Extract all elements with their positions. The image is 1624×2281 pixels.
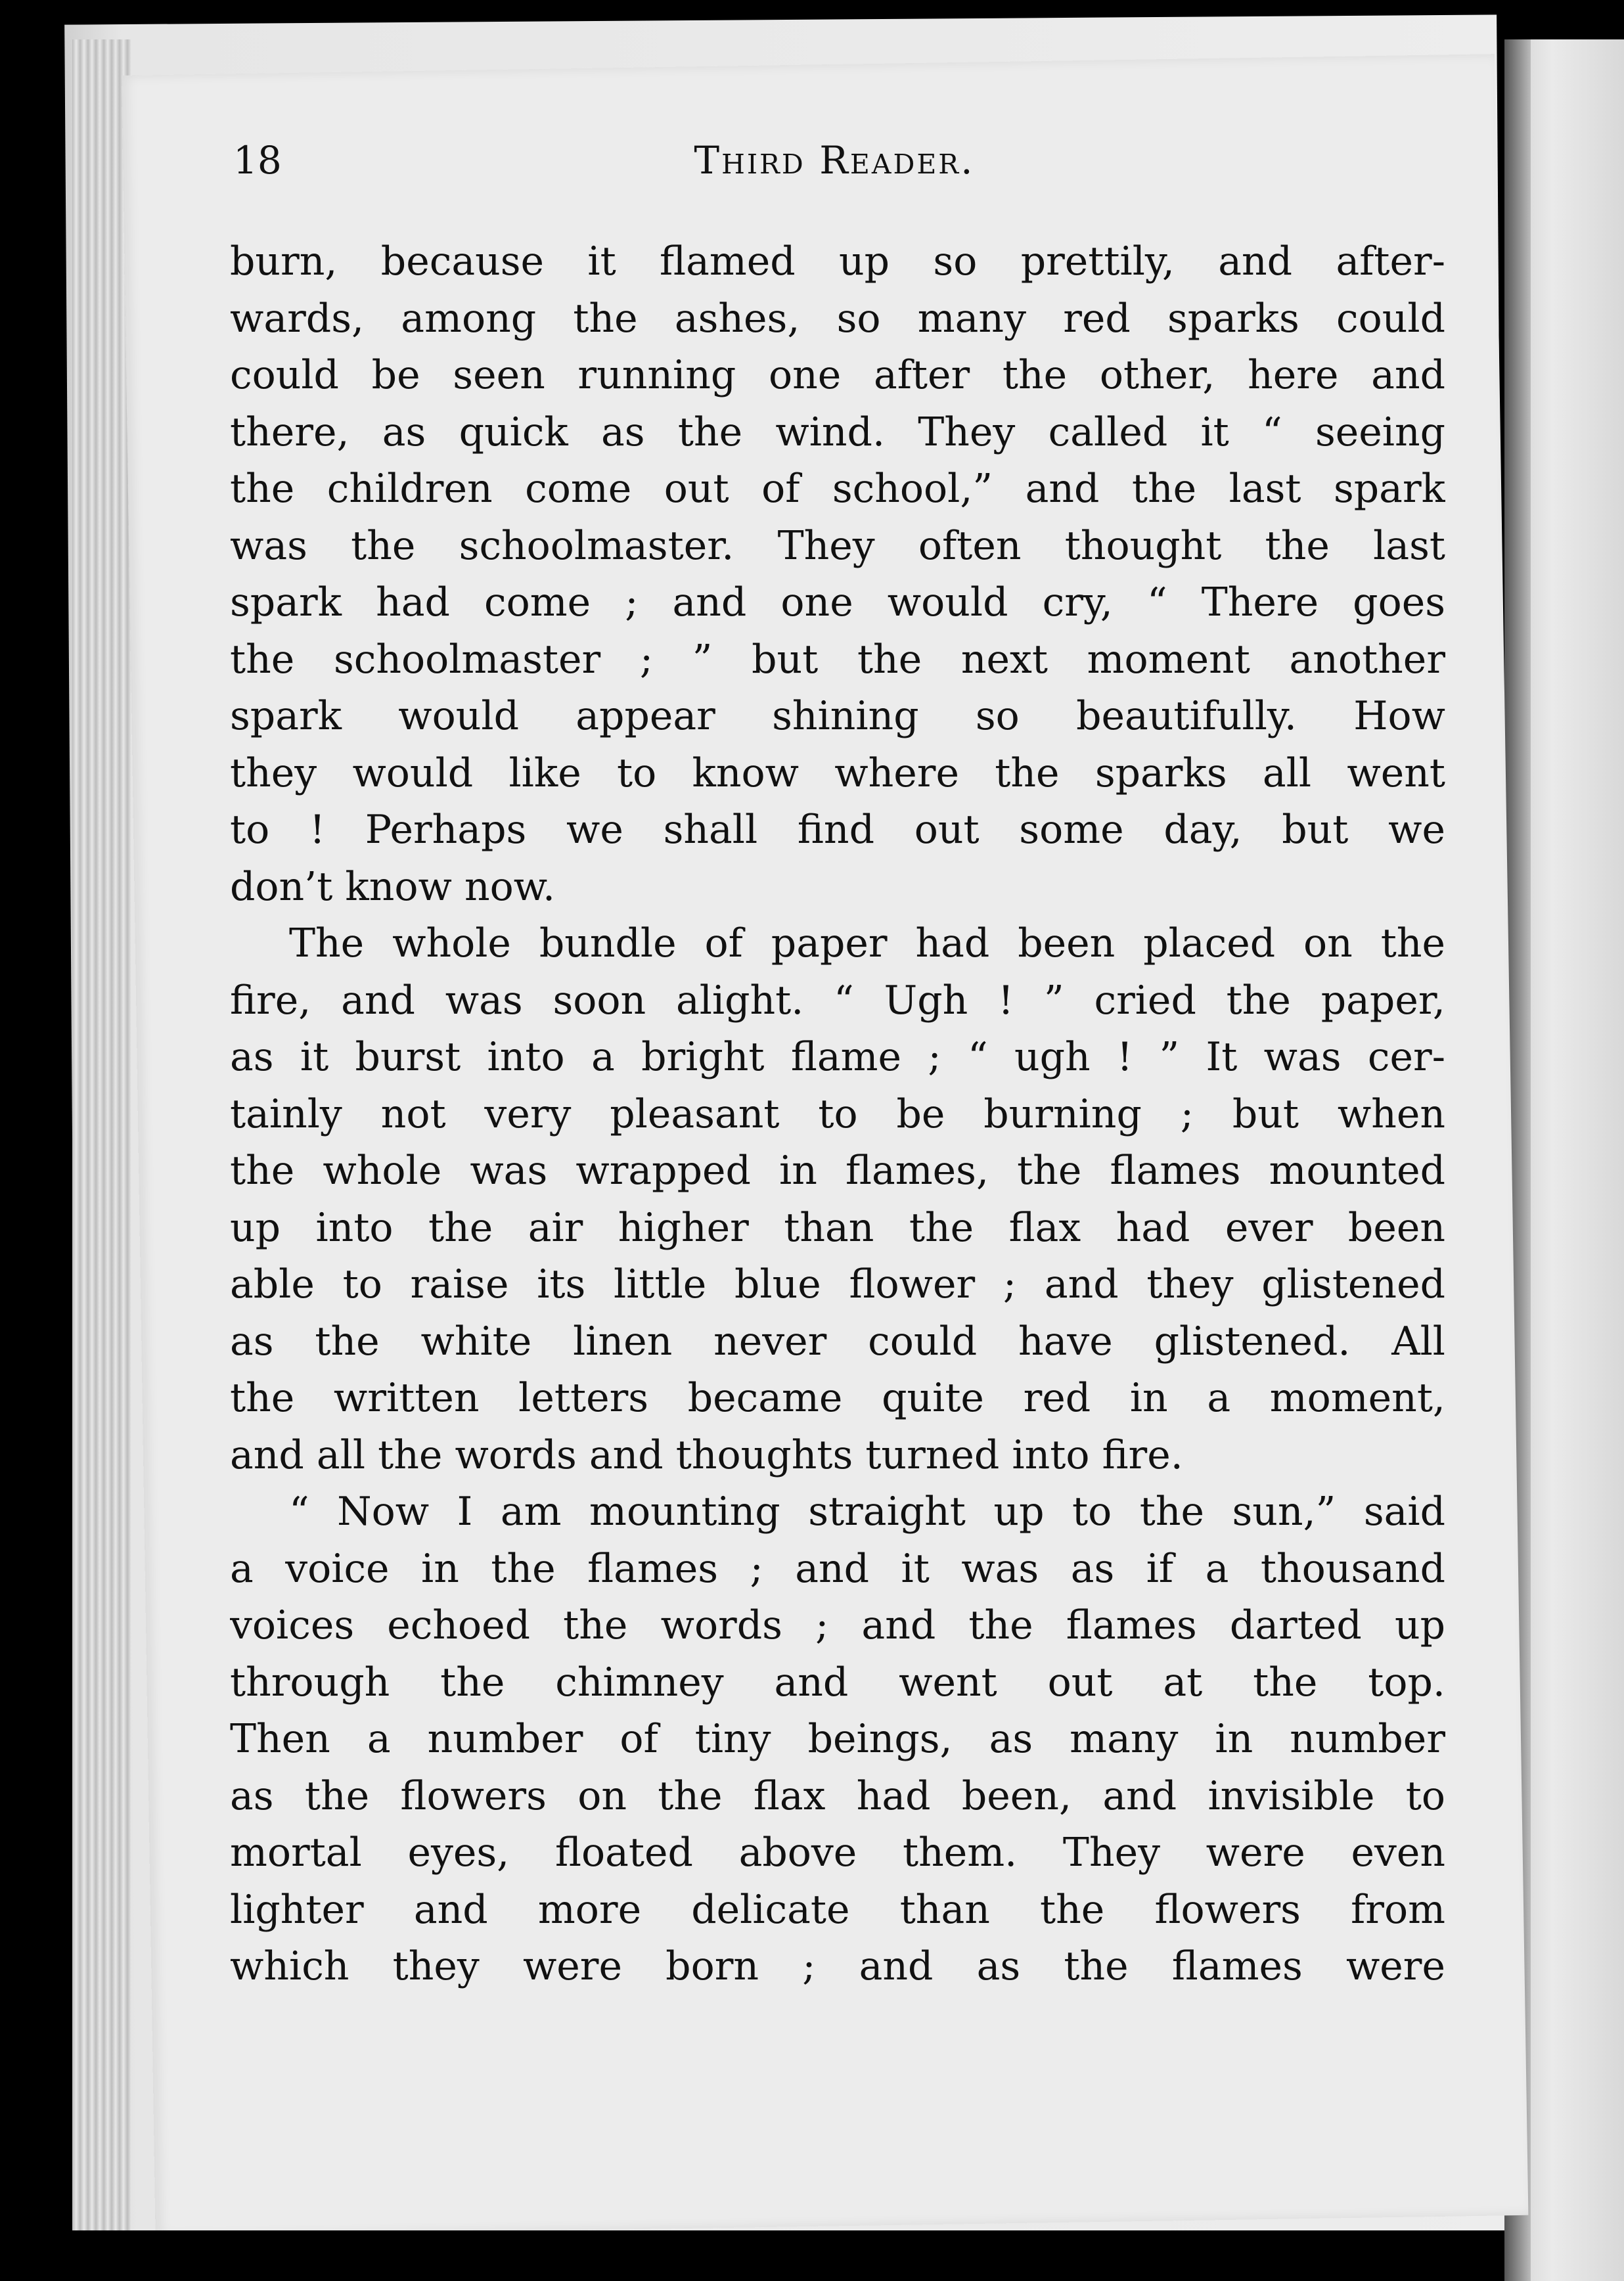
text-line: through the chimney and went out at the top. [230, 1659, 1445, 1705]
text-line: the whole was wrapped in flames, the flames mounted [230, 1148, 1445, 1194]
text-line: a voice in the flames ; and it was as if a thousand [230, 1545, 1445, 1592]
page-number: 18 [233, 138, 282, 183]
text-line: lighter and more delicate than the flowers from [230, 1886, 1445, 1933]
page-edges [72, 39, 131, 2234]
text-line: which they were born ; and as the flames were [230, 1943, 1445, 1989]
text-line: tainly not very pleasant to be burning ; but when [230, 1091, 1445, 1137]
scan-bottom-edge [72, 2230, 1504, 2281]
text-line: the written letters became quite red in a moment, [230, 1375, 1445, 1421]
text-line: was the schoolmaster. They often thought the last [230, 522, 1445, 569]
text-line: spark had come ; and one would cry, “ There goes [230, 579, 1445, 625]
text-line: the schoolmaster ; ” but the next moment another [230, 636, 1445, 683]
text-line: spark would appear shining so beautifully. How [230, 693, 1445, 739]
text-line: “ Now I am mounting straight up to the sun,” said [289, 1489, 1445, 1535]
text-line: as the white linen never could have glistened. All [230, 1318, 1445, 1365]
text-line: wards, among the ashes, so many red sparks could [230, 295, 1445, 342]
text-line: the children come out of school,” and the last spark [230, 466, 1445, 512]
text-line: up into the air higher than the flax had ever been [230, 1204, 1445, 1251]
text-line: as it burst into a bright flame ; “ ugh ! ” It was cer- [230, 1034, 1445, 1080]
text-line: mortal eyes, floated above them. They were even [230, 1830, 1445, 1876]
text-line: they would like to know where the sparks all went [230, 750, 1445, 796]
text-line: The whole bundle of paper had been placed on the [289, 920, 1445, 966]
text-line: fire, and was soon alight. “ Ugh ! ” cried the paper, [230, 977, 1445, 1024]
text-line: Then a number of tiny beings, as many in number [230, 1716, 1445, 1762]
body-text [230, 233, 1445, 1995]
text-line: could be seen running one after the other, here and [230, 352, 1445, 398]
text-line: voices echoed the words ; and the flames darted up [230, 1602, 1445, 1648]
text-line: able to raise its little blue flower ; and they glistened [230, 1261, 1445, 1307]
text-line: as the flowers on the flax had been, and invisible to [230, 1773, 1445, 1819]
text-line: don’t know now. [230, 863, 556, 910]
text-line: to ! Perhaps we shall find out some day, but we [230, 807, 1445, 853]
text-line: burn, because it flamed up so prettily, and after- [230, 238, 1445, 284]
page-header [233, 138, 1435, 197]
text-line: and all the words and thoughts turned into fire. [230, 1432, 1183, 1478]
running-head: Third Reader. [694, 138, 975, 183]
text-line: there, as quick as the wind. They called it “ seeing [230, 409, 1445, 455]
